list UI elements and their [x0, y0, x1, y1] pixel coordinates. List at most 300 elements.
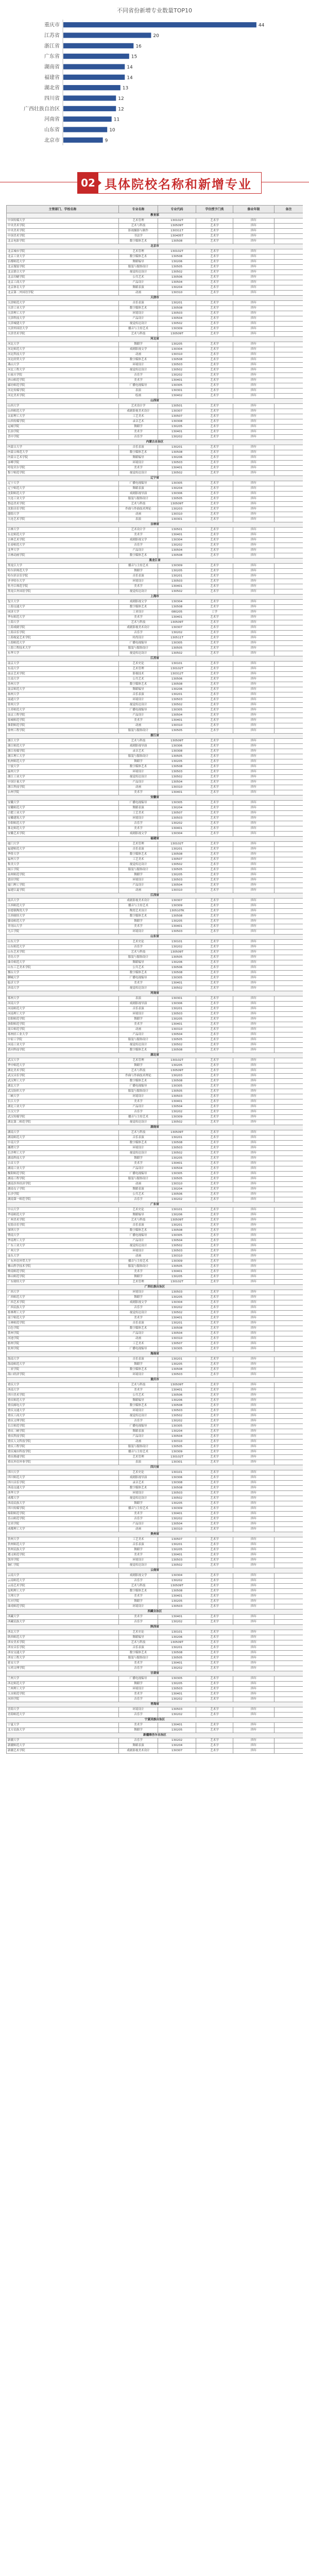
note	[274, 981, 303, 986]
table-row	[7, 1038, 303, 1043]
study-years: 四年	[233, 1676, 274, 1682]
major-name: 数字媒体艺术	[119, 1228, 158, 1233]
table-row	[7, 1336, 303, 1342]
degree-category: 艺术学	[196, 1367, 233, 1372]
major-code: 130202	[158, 1306, 196, 1311]
major-code: 130401	[158, 924, 196, 929]
major-code: 130503	[158, 1491, 196, 1496]
note	[274, 1630, 303, 1635]
school-name: 东华大学	[7, 651, 119, 656]
table-row	[7, 466, 303, 471]
school-name: 福建江夏学院	[7, 888, 119, 893]
note	[274, 651, 303, 656]
note	[274, 435, 303, 440]
degree-category: 艺术学	[196, 806, 233, 811]
note	[274, 1156, 303, 1161]
table-row	[7, 414, 303, 419]
major-name: 音乐表演	[119, 574, 158, 579]
degree-category: 艺术学	[196, 723, 233, 728]
major-name: 艺术与科技	[119, 1584, 158, 1589]
study-years: 四年	[233, 620, 274, 625]
table-row	[7, 342, 303, 347]
note	[274, 502, 303, 507]
province-name: 河北省	[7, 337, 303, 342]
school-name: 新疆大学	[7, 1738, 119, 1743]
degree-category: 艺术学	[196, 662, 233, 667]
note	[274, 445, 303, 450]
school-name: 北京服装学院	[7, 265, 119, 270]
major-code: 130205	[158, 1728, 196, 1733]
major-name: 艺术与科技	[119, 1640, 158, 1646]
major-code: 130202	[158, 373, 196, 378]
major-name: 动画	[119, 1254, 158, 1259]
study-years: 四年	[233, 275, 274, 280]
major-code: 130102T	[158, 218, 196, 224]
note	[274, 404, 303, 409]
major-name: 戏剧影视文学	[119, 1573, 158, 1579]
school-name: 湖南女子学院	[7, 1187, 119, 1192]
major-name: 作曲与作曲技术理论	[119, 507, 158, 512]
province-name: 贵州省	[7, 1532, 303, 1537]
note	[274, 692, 303, 698]
major-name: 艺术与科技	[119, 1130, 158, 1136]
major-code: 130402	[158, 394, 196, 399]
bar-value-label: 12	[118, 96, 124, 101]
note	[274, 929, 303, 935]
study-years: 四年	[233, 749, 274, 754]
school-name: 宜宾学院	[7, 1522, 119, 1527]
major-code: 130509T	[158, 1640, 196, 1646]
degree-category: 艺术学	[196, 600, 233, 605]
degree-category: 艺术学	[196, 1563, 233, 1568]
major-code: 130307	[158, 625, 196, 631]
major-name: 录音艺术	[119, 419, 158, 425]
degree-category: 艺术学	[196, 1069, 233, 1074]
table-row	[7, 667, 303, 672]
degree-category: 艺术学	[196, 1244, 233, 1249]
study-years: 四年	[233, 832, 274, 837]
bar-value-label: 44	[258, 23, 265, 28]
study-years: 四年	[233, 610, 274, 615]
note	[274, 234, 303, 239]
major-code: 130509T	[158, 1584, 196, 1589]
major-code: 130401	[158, 1099, 196, 1105]
table-row	[7, 373, 303, 378]
degree-category: 艺术学	[196, 1445, 233, 1450]
major-name: 录音艺术	[119, 1481, 158, 1486]
note	[274, 1501, 303, 1506]
major-name: 环境设计	[119, 311, 158, 316]
note	[274, 368, 303, 373]
major-code: 130201	[158, 1357, 196, 1362]
table-row	[7, 275, 303, 280]
degree-category: 艺术学	[196, 512, 233, 517]
degree-category: 艺术学	[196, 909, 233, 914]
note	[274, 486, 303, 492]
table-row	[7, 765, 303, 770]
major-code: 130310	[158, 723, 196, 728]
note	[274, 971, 303, 976]
table-row	[7, 816, 303, 821]
study-years: 四年	[233, 1136, 274, 1141]
degree-category: 艺术学	[196, 986, 233, 991]
study-years: 四年	[233, 589, 274, 595]
note	[274, 1079, 303, 1084]
table-row	[7, 950, 303, 955]
school-name: 浙江师范大学	[7, 744, 119, 749]
study-years: 四年	[233, 1429, 274, 1434]
degree-category: 艺术学	[196, 255, 233, 260]
table-row	[7, 224, 303, 229]
major-code: 130304	[158, 538, 196, 543]
major-code: 130201	[158, 1223, 196, 1228]
study-years: 四年	[233, 1388, 274, 1393]
degree-category: 艺术学	[196, 1630, 233, 1635]
degree-category: 艺术学	[196, 1094, 233, 1099]
degree-category: 艺术学	[196, 1208, 233, 1213]
major-code: 130502	[158, 368, 196, 373]
major-code: 130304	[158, 832, 196, 837]
major-name: 绘画	[119, 394, 158, 399]
school-name: 红河学院	[7, 1599, 119, 1604]
degree-category: 艺术学	[196, 1383, 233, 1388]
degree-category: 艺术学	[196, 1161, 233, 1166]
table-row	[7, 909, 303, 914]
major-code: 130507	[158, 1342, 196, 1347]
degree-category: 艺术学	[196, 234, 233, 239]
major-name: 环境设计	[119, 1290, 158, 1295]
school-name: 西藏大学	[7, 1615, 119, 1620]
degree-category: 艺术学	[196, 564, 233, 569]
bar-chart	[6, 15, 303, 155]
note	[274, 672, 303, 677]
degree-category: 艺术学	[196, 321, 233, 327]
degree-category: 艺术学	[196, 1136, 233, 1141]
table-row	[7, 883, 303, 888]
table-row	[7, 1496, 303, 1501]
major-name: 数字媒体艺术	[119, 450, 158, 455]
study-years: 四年	[233, 960, 274, 965]
table-row	[7, 1455, 303, 1460]
degree-category: 艺术学	[196, 759, 233, 765]
province-row	[7, 1378, 303, 1383]
note	[274, 605, 303, 610]
degree-category: 艺术学	[196, 1604, 233, 1609]
major-code: 130205	[158, 873, 196, 878]
major-code: 130508	[158, 1367, 196, 1372]
school-name: 广州美术学院	[7, 1218, 119, 1223]
study-years: 四年	[233, 285, 274, 291]
major-code: 130310	[158, 1254, 196, 1259]
table-row	[7, 1424, 303, 1429]
table-row	[7, 502, 303, 507]
note	[274, 1615, 303, 1620]
degree-category: 艺术学	[196, 1342, 233, 1347]
school-name: 大理大学	[7, 1594, 119, 1599]
study-years: 四年	[233, 311, 274, 316]
study-years: 四年	[233, 888, 274, 893]
note	[274, 940, 303, 945]
major-code: 130204	[158, 1429, 196, 1434]
table-row	[7, 713, 303, 718]
table-row	[7, 1707, 303, 1713]
degree-category: 艺术学	[196, 728, 233, 734]
school-name: 江苏师范大学	[7, 708, 119, 713]
school-name: 长治学院	[7, 430, 119, 435]
major-code: 130305	[158, 976, 196, 981]
note	[274, 914, 303, 919]
major-name: 工艺美术	[119, 1537, 158, 1543]
study-years: 四年	[233, 713, 274, 718]
note	[274, 275, 303, 280]
note	[274, 996, 303, 1002]
school-name: 成都理工大学	[7, 1527, 119, 1532]
major-name: 服装与服饰设计	[119, 868, 158, 873]
province-name: 新疆维吾尔自治区	[7, 1733, 303, 1738]
major-name: 动画	[119, 723, 158, 728]
school-name: 重庆工程学院	[7, 1445, 119, 1450]
school-name: 广州大学	[7, 1249, 119, 1254]
study-years: 四年	[233, 383, 274, 388]
school-name: 湖北美术学院	[7, 1069, 119, 1074]
note	[274, 1136, 303, 1141]
study-years: 四年	[233, 687, 274, 692]
major-name: 环境设计	[119, 1491, 158, 1496]
major-name: 音乐表演	[119, 1357, 158, 1362]
major-code: 130301	[158, 1460, 196, 1465]
degree-category: 艺术学	[196, 1738, 233, 1743]
table-row	[7, 311, 303, 316]
degree-category: 艺术学	[196, 981, 233, 986]
table-row	[7, 1517, 303, 1522]
major-code: 130504	[158, 548, 196, 553]
major-name: 数字媒体艺术	[119, 1326, 158, 1331]
major-code: 130202	[158, 945, 196, 950]
table-row	[7, 1259, 303, 1264]
bar-value-label: 12	[118, 107, 124, 112]
study-years: 四年	[233, 708, 274, 713]
major-name: 产品设计	[119, 280, 158, 285]
table-row	[7, 1177, 303, 1182]
major-name: 影视技术	[119, 672, 158, 677]
major-name: 服装与服饰设计	[119, 1445, 158, 1450]
school-name: 洛阳师范学院	[7, 1022, 119, 1027]
table-row	[7, 306, 303, 311]
major-code: 130201	[158, 1007, 196, 1012]
major-name: 音乐表演	[119, 692, 158, 698]
province-row	[7, 734, 303, 739]
degree-category: 艺术学	[196, 1666, 233, 1671]
note	[274, 1130, 303, 1136]
major-code: 130102T	[158, 1058, 196, 1063]
degree-category: 艺术学	[196, 955, 233, 960]
major-code: 130307	[158, 409, 196, 414]
study-years: 四年	[233, 388, 274, 394]
school-name: 温州大学	[7, 770, 119, 775]
degree-category: 艺术学	[196, 1156, 233, 1161]
degree-category: 艺术学	[196, 899, 233, 904]
school-name: 烟台大学	[7, 971, 119, 976]
province-row	[7, 1625, 303, 1630]
table-row	[7, 1105, 303, 1110]
province-name: 重庆市	[7, 1378, 303, 1383]
note	[274, 363, 303, 368]
note	[274, 1110, 303, 1115]
major-code: 130202	[158, 1738, 196, 1743]
table-row	[7, 1692, 303, 1697]
study-years: 四年	[233, 924, 274, 929]
degree-category: 艺术学	[196, 878, 233, 883]
degree-category: 艺术学	[196, 450, 233, 455]
major-name: 音乐学	[119, 373, 158, 378]
school-name: 中国美术学院	[7, 234, 119, 239]
note	[274, 569, 303, 574]
school-name: 南昌大学	[7, 899, 119, 904]
province-name: 北京市	[7, 244, 303, 249]
school-name: 武汉大学	[7, 1058, 119, 1063]
province-row	[7, 1609, 303, 1615]
major-name: 舞蹈学	[119, 1728, 158, 1733]
table-row	[7, 1506, 303, 1512]
degree-category: 艺术学	[196, 363, 233, 368]
table-row	[7, 1275, 303, 1280]
study-years: 四年	[233, 1723, 274, 1728]
bar-value-label: 16	[135, 44, 142, 49]
table-row	[7, 811, 303, 816]
table-row	[7, 1099, 303, 1105]
study-years: 四年	[233, 1738, 274, 1743]
table-row	[7, 255, 303, 260]
major-code: 130101	[158, 1630, 196, 1635]
table-row	[7, 615, 303, 620]
degree-category: 艺术学	[196, 862, 233, 868]
table-row	[7, 1233, 303, 1239]
study-years: 四年	[233, 342, 274, 347]
major-name: 艺术与科技	[119, 502, 158, 507]
note	[274, 311, 303, 316]
major-code: 130205	[158, 1548, 196, 1553]
category-tick-label: 广东省	[44, 54, 60, 60]
major-name: 数字媒体艺术	[119, 239, 158, 244]
study-years: 四年	[233, 677, 274, 682]
degree-category: 艺术学	[196, 1429, 233, 1434]
major-name: 美术学	[119, 1388, 158, 1393]
table-row	[7, 636, 303, 641]
major-name: 艺术与科技	[119, 739, 158, 744]
study-years: 四年	[233, 1692, 274, 1697]
degree-category: 艺术学	[196, 780, 233, 785]
degree-category: 艺术学	[196, 1223, 233, 1228]
study-years: 四年	[233, 986, 274, 991]
study-years: 四年	[233, 1743, 274, 1749]
note	[274, 1604, 303, 1609]
study-years: 四年	[233, 899, 274, 904]
major-code: 130301	[158, 517, 196, 522]
major-name: 环境设计	[119, 579, 158, 584]
major-name: 戏剧影视文学	[119, 1300, 158, 1306]
table-row	[7, 976, 303, 981]
school-name: 山东艺术学院	[7, 950, 119, 955]
table-row	[7, 1439, 303, 1445]
school-name: 江汉大学	[7, 1110, 119, 1115]
major-name: 工艺美术	[119, 857, 158, 862]
school-name: 中国计量大学	[7, 780, 119, 785]
major-name: 环境设计	[119, 1094, 158, 1099]
degree-category: 艺术学	[196, 497, 233, 502]
note	[274, 1651, 303, 1656]
major-name: 环境设计	[119, 461, 158, 466]
school-name: 三亚学院	[7, 1367, 119, 1372]
table-row	[7, 770, 303, 775]
school-name: 北京城市学院	[7, 249, 119, 255]
degree-category: 艺术学	[196, 1615, 233, 1620]
note	[274, 1429, 303, 1434]
major-code: 130503	[158, 816, 196, 821]
major-code: 130509T	[158, 1130, 196, 1136]
degree-category: 艺术学	[196, 976, 233, 981]
major-code: 130206	[158, 260, 196, 265]
major-code: 130506	[158, 965, 196, 971]
study-years: 四年	[233, 1697, 274, 1702]
school-name: 云南艺术学院	[7, 1584, 119, 1589]
note	[274, 1295, 303, 1300]
school-name: 淮北师范大学	[7, 826, 119, 832]
school-name: 唐山师范学院	[7, 378, 119, 383]
study-years: 四年	[233, 1187, 274, 1192]
study-years: 四年	[233, 409, 274, 414]
major-name: 服装与服饰设计	[119, 265, 158, 270]
major-name: 数字媒体艺术	[119, 1048, 158, 1053]
table-row	[7, 971, 303, 976]
study-years: 四年	[233, 847, 274, 852]
major-code: 130202	[158, 543, 196, 548]
province-name: 黑龙江省	[7, 558, 303, 564]
table-row	[7, 249, 303, 255]
degree-category: 艺术学	[196, 1259, 233, 1264]
major-name: 艺术与科技	[119, 332, 158, 337]
note	[274, 358, 303, 363]
school-name: 西北师范大学	[7, 1682, 119, 1687]
school-name: 北京电影学院	[7, 239, 119, 244]
table-row	[7, 708, 303, 713]
major-name: 环境设计	[119, 698, 158, 703]
school-name: 吉首大学	[7, 1161, 119, 1166]
note	[274, 847, 303, 852]
study-years: 四年	[233, 868, 274, 873]
province-row	[7, 244, 303, 249]
study-years: 四年	[233, 1501, 274, 1506]
note	[274, 1543, 303, 1548]
table-row	[7, 1012, 303, 1017]
school-name: 同济大学	[7, 610, 119, 615]
degree-category: 艺术学	[196, 270, 233, 275]
study-years: 四年	[233, 347, 274, 352]
major-code: 130509T	[158, 1069, 196, 1074]
table-row	[7, 1563, 303, 1568]
table-row	[7, 1419, 303, 1424]
note	[274, 1239, 303, 1244]
major-code: 130502	[158, 1563, 196, 1568]
study-years: 四年	[233, 1192, 274, 1197]
section-2-title: 具体院校名称和新增专业	[105, 177, 252, 192]
degree-category: 艺术学	[196, 718, 233, 723]
province-row	[7, 1671, 303, 1676]
major-code: 130508	[158, 1228, 196, 1233]
major-name: 动画	[119, 352, 158, 358]
degree-category: 艺术学	[196, 1584, 233, 1589]
degree-category: 艺术学	[196, 950, 233, 955]
school-name: 河池学院	[7, 1336, 119, 1342]
